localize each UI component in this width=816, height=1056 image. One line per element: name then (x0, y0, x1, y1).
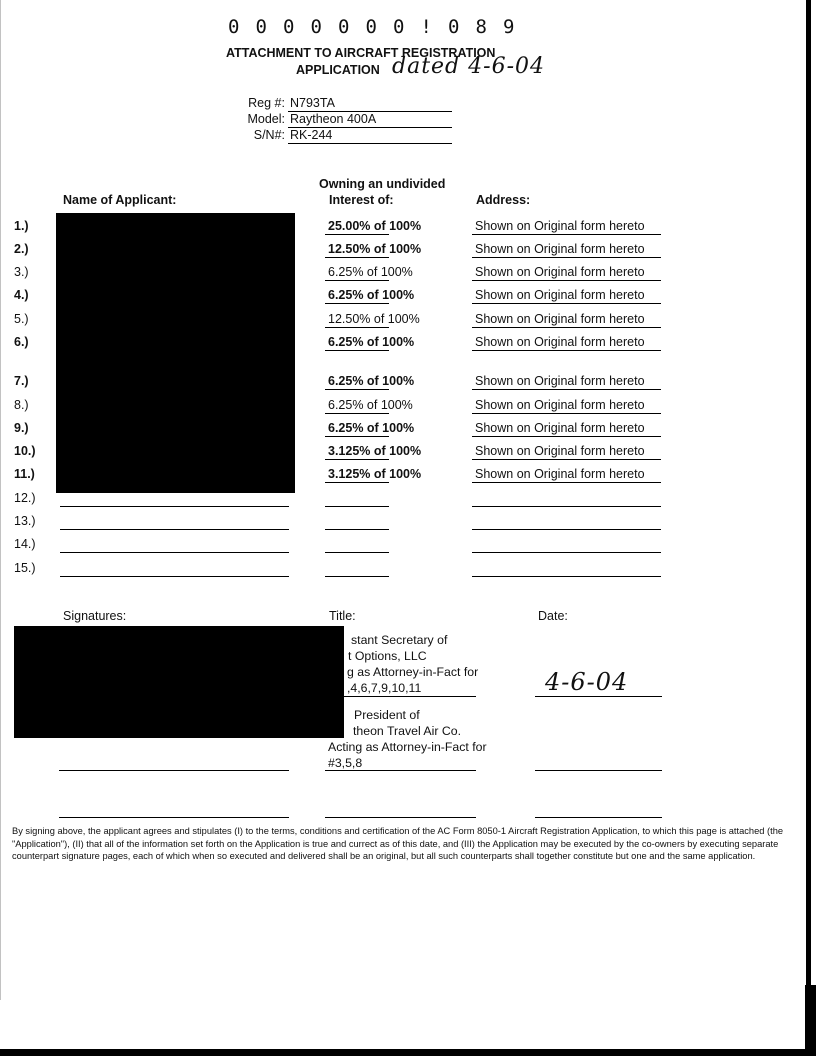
interest-value: 6.25% of 100% (328, 335, 415, 349)
address-value: Shown on Original form hereto (475, 374, 645, 388)
date-label: Date: (538, 609, 568, 623)
interest-underline (325, 257, 389, 258)
interest-value: 6.25% of 100% (328, 288, 415, 302)
title-block1-line1: stant Secretary of (351, 633, 448, 647)
signature-line-3 (59, 817, 289, 818)
interest-value: 12.50% of 100% (328, 312, 420, 326)
interest-underline (325, 552, 389, 553)
title-line-2 (325, 770, 476, 771)
interest-value: 3.125% of 100% (328, 467, 422, 481)
address-value: Shown on Original form hereto (475, 242, 645, 256)
title-line-1 (325, 696, 476, 697)
name-underline (60, 529, 289, 530)
redacted-signatures (14, 626, 344, 738)
interest-underline (325, 327, 389, 328)
row-number: 1.) (14, 219, 29, 233)
address-underline (472, 413, 661, 414)
interest-underline (325, 506, 389, 507)
interest-value: 6.25% of 100% (328, 398, 413, 412)
doc-digit: ! (420, 16, 432, 38)
row-number: 7.) (14, 374, 29, 388)
interest-value: 6.25% of 100% (328, 265, 413, 279)
interest-value: 6.25% of 100% (328, 374, 415, 388)
address-header: Address: (476, 193, 531, 207)
address-value: Shown on Original form hereto (475, 265, 645, 279)
document-number (228, 16, 531, 38)
model-value: Raytheon 400A (288, 112, 452, 128)
row-number: 6.) (14, 335, 29, 349)
name-underline (60, 506, 289, 507)
interest-value: 6.25% of 100% (328, 421, 415, 435)
sn-label: S/N#: (253, 128, 285, 142)
model-label: Model: (247, 112, 285, 126)
row-number: 8.) (14, 398, 29, 412)
scan-edge-bottom (0, 1049, 816, 1056)
name-header: Name of Applicant: (63, 193, 177, 207)
reg-label: Reg #: (248, 96, 285, 110)
doc-digit: 0 (283, 16, 295, 38)
interest-underline (325, 280, 389, 281)
title-block2-line4: #3,5,8 (328, 756, 363, 770)
scan-edge-right-bottom (805, 985, 816, 1056)
address-underline (472, 303, 661, 304)
interest-underline (325, 389, 389, 390)
address-underline (472, 552, 661, 553)
interest-underline (325, 350, 389, 351)
handwritten-dated-note: dated 4-6-04 (392, 54, 545, 79)
interest-header-line1: Owning an undivided (319, 177, 446, 191)
doc-digit: 9 (503, 16, 515, 38)
interest-underline (325, 436, 389, 437)
name-underline (60, 552, 289, 553)
interest-underline (325, 303, 389, 304)
address-value: Shown on Original form hereto (475, 219, 645, 233)
document-title-line2: APPLICATION (296, 63, 380, 77)
doc-digit: 8 (475, 16, 487, 38)
row-number: 4.) (14, 288, 29, 302)
doc-digit: 0 (255, 16, 267, 38)
doc-digit: 0 (310, 16, 322, 38)
interest-underline (325, 482, 389, 483)
address-value: Shown on Original form hereto (475, 398, 645, 412)
doc-digit: 0 (393, 16, 405, 38)
address-value: Shown on Original form hereto (475, 444, 645, 458)
address-value: Shown on Original form hereto (475, 467, 645, 481)
row-number: 11.) (14, 467, 35, 481)
address-underline (472, 576, 661, 577)
address-underline (472, 389, 661, 390)
row-number: 5.) (14, 312, 29, 326)
address-value: Shown on Original form hereto (475, 312, 645, 326)
doc-digit: 0 (448, 16, 460, 38)
title-block2-line3: Acting as Attorney-in-Fact for (328, 740, 487, 754)
address-underline (472, 482, 661, 483)
title-block1-line3: g as Attorney-in-Fact for (347, 665, 479, 679)
row-number: 15.) (14, 561, 36, 575)
redacted-names (56, 213, 295, 493)
address-underline (472, 459, 661, 460)
title-block1-line4: ,4,6,7,9,10,11 (347, 681, 422, 695)
address-underline (472, 350, 661, 351)
row-number: 2.) (14, 242, 29, 256)
interest-underline (325, 459, 389, 460)
doc-digit: 0 (338, 16, 350, 38)
address-value: Shown on Original form hereto (475, 288, 645, 302)
row-number: 3.) (14, 265, 29, 279)
title-label: Title: (329, 609, 356, 623)
interest-underline (325, 234, 389, 235)
title-block2-line1: President of (354, 708, 420, 722)
address-underline (472, 234, 661, 235)
address-value: Shown on Original form hereto (475, 421, 645, 435)
row-number: 9.) (14, 421, 29, 435)
interest-value: 25.00% of 100% (328, 219, 422, 233)
address-underline (472, 506, 661, 507)
row-number: 14.) (14, 537, 36, 551)
scan-edge-right (806, 0, 811, 1000)
interest-value: 12.50% of 100% (328, 242, 422, 256)
interest-underline (325, 576, 389, 577)
name-underline (60, 576, 289, 577)
date-line-1 (535, 696, 662, 697)
row-number: 10.) (14, 444, 36, 458)
title-block1-line2: t Options, LLC (348, 649, 427, 663)
interest-header-line2: Interest of: (329, 193, 394, 207)
date-line-2 (535, 770, 662, 771)
interest-underline (325, 529, 389, 530)
row-number: 12.) (14, 491, 36, 505)
scan-edge-left (0, 0, 1, 1000)
document-title-line1: ATTACHMENT TO AIRCRAFT REGISTRATION (226, 46, 496, 60)
address-underline (472, 327, 661, 328)
reg-value: N793TA (288, 96, 452, 112)
address-underline (472, 257, 661, 258)
interest-underline (325, 413, 389, 414)
doc-digit: 0 (365, 16, 377, 38)
address-underline (472, 280, 661, 281)
address-underline (472, 436, 661, 437)
interest-value: 3.125% of 100% (328, 444, 422, 458)
signature-line-2 (59, 770, 289, 771)
date-line-3 (535, 817, 662, 818)
title-line-3 (325, 817, 476, 818)
address-value: Shown on Original form hereto (475, 335, 645, 349)
sn-value: RK-244 (288, 128, 452, 144)
doc-digit: 0 (228, 16, 240, 38)
address-underline (472, 529, 661, 530)
title-block2-line2: theon Travel Air Co. (353, 724, 461, 738)
legal-footer-text: By signing above, the applicant agrees and stipulates (I) to the terms, conditions and certification of the AC Form 8050-1 Aircraft Registration Application, to which this page is attached (the "Application"), (II) that all of the information set forth on the Application is true and currect as of this date, and (III) the Application may be executed by the co-owners by executing separate counterpart signature pages, each of which when so executed and delivered shall be an original, but all such counterparts shall together constitute but one and the same application. (12, 826, 784, 862)
row-number: 13.) (14, 514, 36, 528)
handwritten-date: 4-6-04 (545, 668, 629, 696)
signatures-label: Signatures: (63, 609, 127, 623)
